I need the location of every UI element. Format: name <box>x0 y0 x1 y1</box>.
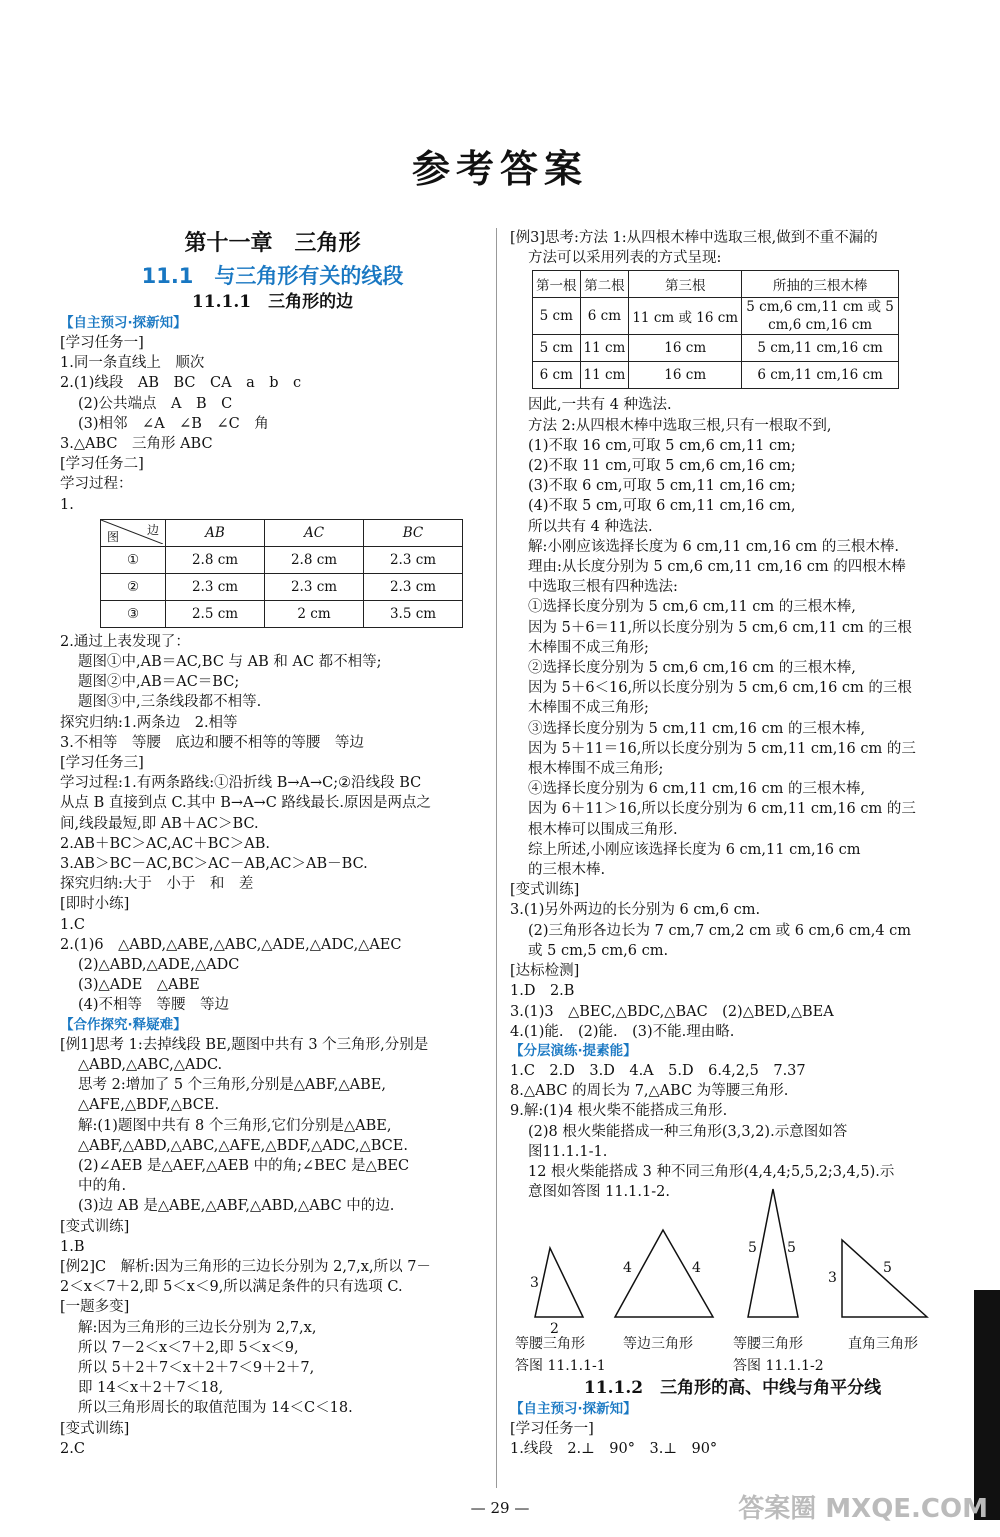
table-header: 第一根 <box>533 271 581 298</box>
text-line: 所以共有 4 种选法. <box>528 518 653 535</box>
right-text-block-a <box>510 228 955 268</box>
table-cell: 16 cm <box>629 362 742 389</box>
left-column <box>60 228 485 1459</box>
table-cell: 11 cm 或 16 cm <box>629 298 742 335</box>
text-line: 的三根木棒. <box>528 862 606 879</box>
table-cell: 2 cm <box>265 600 364 627</box>
text-line: 2.C <box>60 1440 85 1457</box>
table-row <box>533 335 899 362</box>
text-line: 题图①中,AB＝AC,BC 与 AB 和 AC 都不相等; <box>78 654 382 671</box>
text-line: △ABF,△ABD,△ABC,△AFE,△BDF,△ADC,△BCE. <box>78 1137 408 1154</box>
table-cell: ② <box>101 573 166 600</box>
table-cell: 16 cm <box>629 335 742 362</box>
text-line: 2.AB＋BC＞AC,AC＋BC＞AB. <box>60 835 270 852</box>
table-corner-cell <box>101 519 166 546</box>
text-line: [一题多变] <box>60 1299 130 1316</box>
text-line: [例2]C 解析:因为三角形的三边长分别为 2,7,x,所以 7－ <box>60 1258 431 1275</box>
text-line: 1.C 2.D 3.D 4.A 5.D 6.4,2,5 7.37 <box>510 1062 806 1079</box>
text-line: [达标检测] <box>510 963 580 980</box>
text-line: 因为 5＋6＜16,所以长度分别为 5 cm,6 cm,16 cm 的三根 <box>528 680 912 697</box>
table-cell: 2.3 cm <box>166 573 265 600</box>
table-header: AC <box>265 519 364 546</box>
text-line: 9.解:(1)4 根火柴不能搭成三角形. <box>510 1103 728 1120</box>
text-line: (2)不取 11 cm,可取 5 cm,6 cm,16 cm; <box>528 458 796 475</box>
table-cell: 5 cm,6 cm,11 cm 或 5 cm,6 cm,16 cm <box>742 298 899 335</box>
text-line: 解:小刚应该选择长度为 6 cm,11 cm,16 cm 的三根木棒. <box>528 538 899 555</box>
text-line: 方法 2:从四根木棒中选取三根,只有一根取不到, <box>528 417 832 434</box>
text-line: 即 14＜x＋2＋7＜18, <box>78 1380 224 1397</box>
table-cell: 6 cm <box>533 362 581 389</box>
text-line: 学习过程:1.有两条路线:①沿折线 B→A→C;②沿线段 BC <box>60 775 422 792</box>
section-heading: 11.1 与三角形有关的线段 <box>141 264 404 288</box>
text-line: 因为 5＋6＝11,所以长度分别为 5 cm,6 cm,11 cm 的三根 <box>528 619 912 636</box>
text-line: ①选择长度分别为 5 cm,6 cm,11 cm 的三根木棒, <box>528 599 856 616</box>
table-cell: 6 cm <box>580 298 629 335</box>
table-cell: 5 cm,11 cm,16 cm <box>742 335 899 362</box>
text-line: 题图②中,AB＝AC＝BC; <box>78 674 240 691</box>
table-cell: ③ <box>101 600 166 627</box>
text-line: ③选择长度分别为 5 cm,11 cm,16 cm 的三根木棒, <box>528 720 866 737</box>
text-line: (4)不取 5 cm,可取 6 cm,11 cm,16 cm, <box>528 498 796 515</box>
section-banner: 【自主预习·探新知】 <box>60 315 187 331</box>
text-line: 所以 5＋2＋7＜x＋2＋7＜9＋2＋7, <box>78 1359 315 1376</box>
triangle-figures <box>515 1185 945 1365</box>
text-line: 所以 7－2＜x＜7＋2,即 5＜x＜9, <box>78 1339 299 1356</box>
text-line: 1.同一条直线上 顺次 <box>60 355 205 372</box>
text-line: (4)不相等 等腰 等边 <box>78 997 230 1014</box>
text-line: 探究归纳:大于 小于 和 差 <box>60 876 254 893</box>
lower-right-block <box>510 1376 955 1459</box>
text-line: [学习任务一] <box>60 335 144 351</box>
text-line: 2.通过上表发现了： <box>60 633 190 650</box>
corner-label-top: 边 <box>146 522 159 537</box>
text-line: 因为 6＋11＞16,所以长度分别为 6 cm,11 cm,16 cm 的三 <box>528 801 916 818</box>
table-row <box>533 362 899 389</box>
text-line: 2.(1)6 △ABD,△ABE,△ABC,△ADE,△ADC,△AEC <box>60 936 402 953</box>
table-header: AB <box>166 519 265 546</box>
text-line: 2.(1)线段 AB BC CA a b c <box>60 375 302 392</box>
text-line: 4.(1)能. (2)能. (3)不能.理由略. <box>510 1023 735 1040</box>
text-line: 3.AB＞BC－AC,BC＞AC－AB,AC＞AB－BC. <box>60 856 368 873</box>
figure-caption: 等腰三角形 <box>733 1336 803 1352</box>
text-line: 木棒围不成三角形; <box>528 700 649 717</box>
text-line: (2)8 根火柴能搭成一种三角形(3,3,2).示意图如答 <box>528 1123 848 1140</box>
watermark-logo: 答案圈 MXQE.COM <box>738 1494 988 1524</box>
figure-caption: 直角三角形 <box>848 1336 918 1352</box>
corner-label-bottom: 图 <box>107 529 120 544</box>
text-line: [学习任务三] <box>60 755 144 772</box>
text-line: (3)△ADE △ABE <box>78 977 200 994</box>
text-line: 3.(1)3 △BEC,△BDC,△BAC (2)△BED,△BEA <box>510 1003 834 1020</box>
text-line: 1.B <box>60 1238 85 1255</box>
text-line: ②选择长度分别为 5 cm,6 cm,16 cm 的三根木棒, <box>528 660 856 677</box>
text-line: 2＜x＜7＋2,即 5＜x＜9,所以满足条件的只有选项 C. <box>60 1279 403 1296</box>
side-label: 5 <box>787 1240 796 1256</box>
table-row <box>533 298 899 335</box>
text-line: (2)∠AEB 是△AEF,△AEB 中的角;∠BEC 是△BEC <box>78 1157 410 1174</box>
text-line: 理由:从长度分别为 5 cm,6 cm,11 cm,16 cm 的四根木棒 <box>528 559 906 576</box>
text-line: (1)不取 16 cm,可取 5 cm,6 cm,11 cm; <box>528 437 796 454</box>
text-line: △AFE,△BDF,△BCE. <box>78 1097 220 1114</box>
subsection-heading: 11.1.1 三角形的边 <box>191 292 354 312</box>
text-line: △ABD,△ABC,△ADC. <box>78 1056 223 1073</box>
side-label: 4 <box>623 1260 632 1276</box>
text-line: 1.D 2.B <box>510 983 575 1000</box>
text-line: 中的角. <box>78 1178 127 1195</box>
text-line: [例3]思考:方法 1:从四根木棒中选取三根,做到不重不漏的 <box>510 230 878 246</box>
table-cell: ① <box>101 546 166 573</box>
table-header: 第二根 <box>580 271 629 298</box>
section-banner: 【合作探究·释疑难】 <box>60 1016 187 1033</box>
figure-caption: 等腰三角形 <box>515 1336 585 1352</box>
table-cell: 3.5 cm <box>364 600 463 627</box>
text-line: (3)边 AB 是△ABE,△ABF,△ABD,△ABC 中的边. <box>78 1198 395 1215</box>
table-header: BC <box>364 519 463 546</box>
chapter-heading: 第十一章 三角形 <box>184 230 361 256</box>
text-line: 8.△ABC 的周长为 7,△ABC 为等腰三角形. <box>510 1083 789 1100</box>
table-cell: 5 cm <box>533 298 581 335</box>
text-line: 1. <box>60 496 74 513</box>
text-line: 方法可以采用列表的方式呈现: <box>528 250 722 267</box>
figure-title: 答图 11.1.1-2 <box>733 1358 824 1374</box>
text-line: ④选择长度分别为 6 cm,11 cm,16 cm 的三根木棒, <box>528 781 866 798</box>
table-cell: 5 cm <box>533 335 581 362</box>
stick-selection-table <box>532 270 899 389</box>
text-line: 所以三角形周长的取值范围为 14＜C＜18. <box>78 1400 353 1417</box>
left-text-block-b <box>60 632 485 1459</box>
text-line: 3.(1)另外两边的长分别为 6 cm,6 cm. <box>510 902 761 919</box>
section-banner: 【自主预习·探新知】 <box>510 1401 637 1417</box>
text-line: 综上所述,小刚应该选择长度为 6 cm,11 cm,16 cm <box>528 841 861 858</box>
text-line: (2)△ABD,△ADE,△ADC <box>78 957 240 974</box>
text-line: 1.C <box>60 916 85 933</box>
text-line: 意图如答图 11.1.1-2. <box>528 1184 670 1201</box>
text-line: 因此,一共有 4 种选法. <box>528 397 672 414</box>
text-line: 学习过程： <box>60 476 133 493</box>
text-line: 木棒围不成三角形; <box>528 639 649 656</box>
subsection-heading-2: 11.1.2 三角形的高、中线与角平分线 <box>583 1378 882 1398</box>
text-line: 或 5 cm,5 cm,6 cm. <box>528 942 669 959</box>
side-label: 5 <box>748 1240 757 1256</box>
table-cell: 2.3 cm <box>265 573 364 600</box>
table-row <box>101 546 463 573</box>
left-text-block-a <box>60 314 485 515</box>
isosceles-triangle-1 <box>535 1248 583 1317</box>
figure-caption: 等边三角形 <box>623 1336 693 1352</box>
text-line: 中选取三根有四种选法: <box>528 579 678 596</box>
side-label: 4 <box>692 1260 701 1276</box>
section-banner: 【分层演练·提素能】 <box>510 1042 637 1059</box>
page-number: — 29 — <box>470 1499 530 1517</box>
right-text-block-c <box>510 1400 955 1459</box>
right-text-block-b <box>510 395 955 1202</box>
table-header: 第三根 <box>629 271 742 298</box>
text-line: (2)三角形各边长为 7 cm,7 cm,2 cm 或 6 cm,6 cm,4 cm <box>528 922 912 939</box>
text-line: [即时小练] <box>60 896 130 913</box>
table-row <box>101 600 463 627</box>
text-line: 探究归纳:1.两条边 2.相等 <box>60 714 238 731</box>
side-label: 5 <box>883 1260 892 1276</box>
text-line: 因为 5＋11＝16,所以长度分别为 5 cm,11 cm,16 cm 的三 <box>528 740 916 757</box>
table-header: 所抽的三根木棒 <box>742 271 899 298</box>
text-line: [变式训练] <box>60 1420 130 1437</box>
text-line: [学习任务一] <box>510 1421 594 1437</box>
triangle-drawings <box>515 1185 945 1335</box>
table-cell: 2.8 cm <box>265 546 364 573</box>
text-line: 图11.1.1-1. <box>528 1143 608 1160</box>
text-line: 从点 B 直接到点 C.其中 B→A→C 路线最长.原因是两点之 <box>60 795 432 812</box>
side-label: 3 <box>530 1275 539 1291</box>
table-cell: 6 cm,11 cm,16 cm <box>742 362 899 389</box>
text-line: [变式训练] <box>60 1218 130 1235</box>
right-triangle <box>842 1240 927 1317</box>
right-column <box>510 228 955 1202</box>
page-number-value: 29 <box>490 1499 510 1517</box>
side-length-table <box>100 519 463 628</box>
text-line: (3)不取 6 cm,可取 5 cm,11 cm,16 cm; <box>528 478 796 495</box>
table-cell: 2.3 cm <box>364 546 463 573</box>
table-cell: 2.8 cm <box>166 546 265 573</box>
table-cell: 11 cm <box>580 362 629 389</box>
text-line: (2)公共端点 A B C <box>78 395 233 412</box>
text-line: [例1]思考 1:去掉线段 BE,题图中共有 3 个三角形,分别是 <box>60 1036 429 1053</box>
text-line: (3)相邻 ∠A ∠B ∠C 角 <box>78 415 269 432</box>
column-divider <box>496 228 497 1488</box>
table-cell: 2.5 cm <box>166 600 265 627</box>
text-line: 题图③中,三条线段都不相等. <box>78 694 262 711</box>
text-line: 1.线段 2.⊥ 90° 3.⊥ 90° <box>510 1441 718 1458</box>
page-title: 参考答案 <box>411 146 588 191</box>
table-cell: 2.3 cm <box>364 573 463 600</box>
text-line: 根木棒围不成三角形; <box>528 761 664 778</box>
text-line: 根木棒可以围成三角形. <box>528 821 678 838</box>
text-line: [变式训练] <box>510 882 580 899</box>
text-line: 间,线段最短,即 AB＋AC＞BC. <box>60 815 259 832</box>
table-row <box>101 573 463 600</box>
text-line: 3.△ABC 三角形 ABC <box>60 436 213 453</box>
table-cell: 11 cm <box>580 335 629 362</box>
figure-title: 答图 11.1.1-1 <box>515 1358 606 1374</box>
text-line: 3.不相等 等腰 底边和腰不相等的等腰 等边 <box>60 734 364 751</box>
text-line: 12 根火柴能搭成 3 种不同三角形(4,4,4;5,5,2;3,4,5).示 <box>528 1163 895 1180</box>
text-line: 解:因为三角形的三边长分别为 2,7,x, <box>78 1319 317 1336</box>
text-line: 解:(1)题图中共有 8 个三角形,它们分别是△ABE, <box>78 1117 392 1134</box>
side-label: 3 <box>828 1270 837 1286</box>
page-edge-shadow <box>974 1290 1000 1520</box>
text-line: 思考 2:增加了 5 个三角形,分别是△ABF,△ABE, <box>78 1077 386 1094</box>
side-label: 2 <box>550 1321 559 1337</box>
text-line: [学习任务二] <box>60 456 144 473</box>
